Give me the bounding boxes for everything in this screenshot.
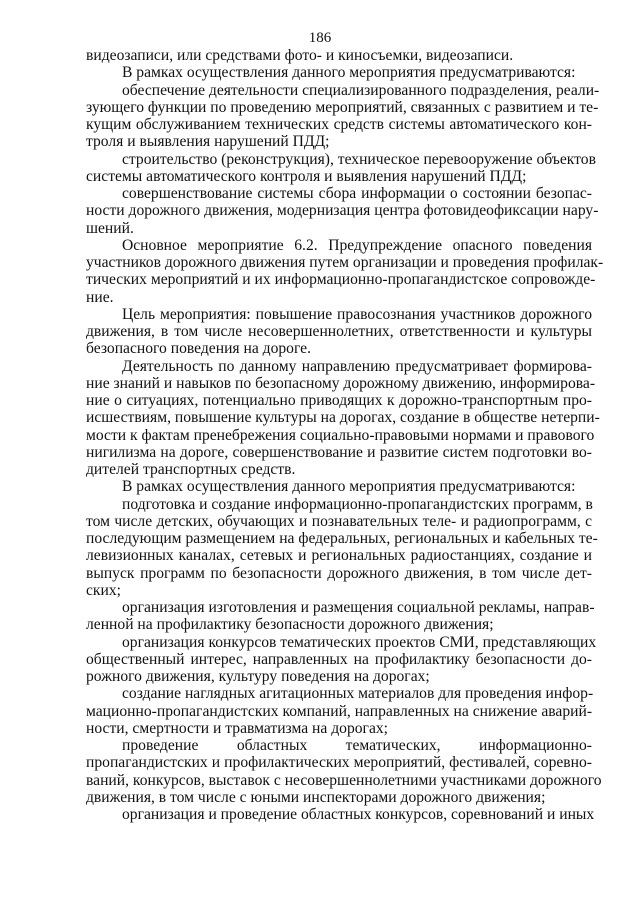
text-line: движения, в том числе с юными инспекторами дорожного движения; [86,788,546,806]
text-line: ваний, конкурсов, выставок с несовершеннолетними участниками дорожного [86,771,602,789]
text-line: зующего функции по проведению мероприятий, связанных с развитием и те- [86,98,599,116]
text-line: движения, в том числе несовершеннолетних, ответственности и культуры [86,323,592,340]
text-line: левизионных каналах, сетевых и региональных радиостанциях, создание и [86,547,592,565]
text-line: мости к фактам пренебрежения социально-правовыми нормами и правового [86,426,595,444]
text-line: Деятельность по данному направлению предусматривает формирова- [122,357,592,375]
text-line: том числе детских, обучающих и познавательных теле- и радиопрограмм, с [86,512,592,530]
text-line: организация и проведение областных конкурсов, соревнований и иных [122,806,595,823]
text-line: В рамках осуществления данного мероприятия предусматриваются: [122,64,576,82]
text-line: ности дорожного движения, модернизация центра фотовидеофиксации нару- [86,202,599,220]
text-line: безопасного поведения на дороге. [86,340,311,358]
text-line: исшествиям, повышение культуры на дорогах, создание в обществе нетерпи- [86,409,600,427]
text-line: организация изготовления и размещения социальной рекламы, направ- [122,599,595,616]
page-number: 186 [308,30,332,46]
text-line: ние знаний и навыков по безопасному дорожному движению, информирова- [86,374,596,392]
text-line: общественный интерес, направленных на профилактику безопасности до- [86,650,592,668]
text-line: обеспечение деятельности специализированного подразделения, реали- [122,81,600,99]
text-line: дителей транспортных средств. [86,461,296,478]
text-line: ленной на профилактику безопасности дорожного движения; [86,616,494,634]
text-line: последующим размещением на федеральных, региональных и кабельных те- [86,530,598,547]
text-line: ских; [86,581,121,599]
text-line: шений. [86,219,134,237]
text-line: тических мероприятий и их информационно-пропагандистское сопровожде- [86,271,596,289]
text-line: подготовка и создание информационно-пропагандистских программ, в [122,495,593,513]
text-line: В рамках осуществления данного мероприятия предусматриваются: [122,478,576,496]
text-line: мационно-пропагандистских компаний, направленных на снижение аварий- [86,702,593,720]
text-line: рожного движения, культуру поведения на дорогах; [86,668,430,685]
text-line: совершенствование системы сбора информации о состоянии безопас- [122,185,592,202]
text-line: троля и выявления нарушений ПДД; [86,133,330,151]
body-text [86,47,604,823]
text-line: пропагандистских и профилактических мероприятий, фестивалей, соревно- [86,754,592,772]
text-line: участников дорожного движения путем организации и проведения профилак- [86,254,604,271]
text-line: проведение областных тематических, информационно- [122,737,592,754]
text-line: ности, смертности и травматизма на дорогах; [86,719,388,737]
text-line: видеозаписи, или средствами фото- и киносъемки, видеозаписи. [86,47,514,64]
text-line: ние о ситуациях, потенциально приводящих к дорожно-транспортным про- [86,392,592,409]
text-line: Основное мероприятие 6.2. Предупреждение опасного поведения [122,236,592,254]
text-line: строительство (реконструкция), техническое перевооружение объектов [122,150,596,168]
text-line: Цель мероприятия: повышение правосознания участников дорожного [122,305,592,323]
text-line: нигилизма на дороге, совершенствование и развитие систем подготовки во- [86,443,592,461]
text-line: ние. [86,288,114,306]
text-line: кущим обслуживанием технических средств системы автоматического кон- [86,116,592,133]
text-line: создание наглядных агитационных материалов для проведения инфор- [122,685,594,703]
text-line: организация конкурсов тематических проектов СМИ, представляющих [122,633,597,651]
text-line: системы автоматического контроля и выявления нарушений ПДД; [86,167,527,185]
text-line: выпуск программ по безопасности дорожного движения, в том числе дет- [86,564,592,582]
